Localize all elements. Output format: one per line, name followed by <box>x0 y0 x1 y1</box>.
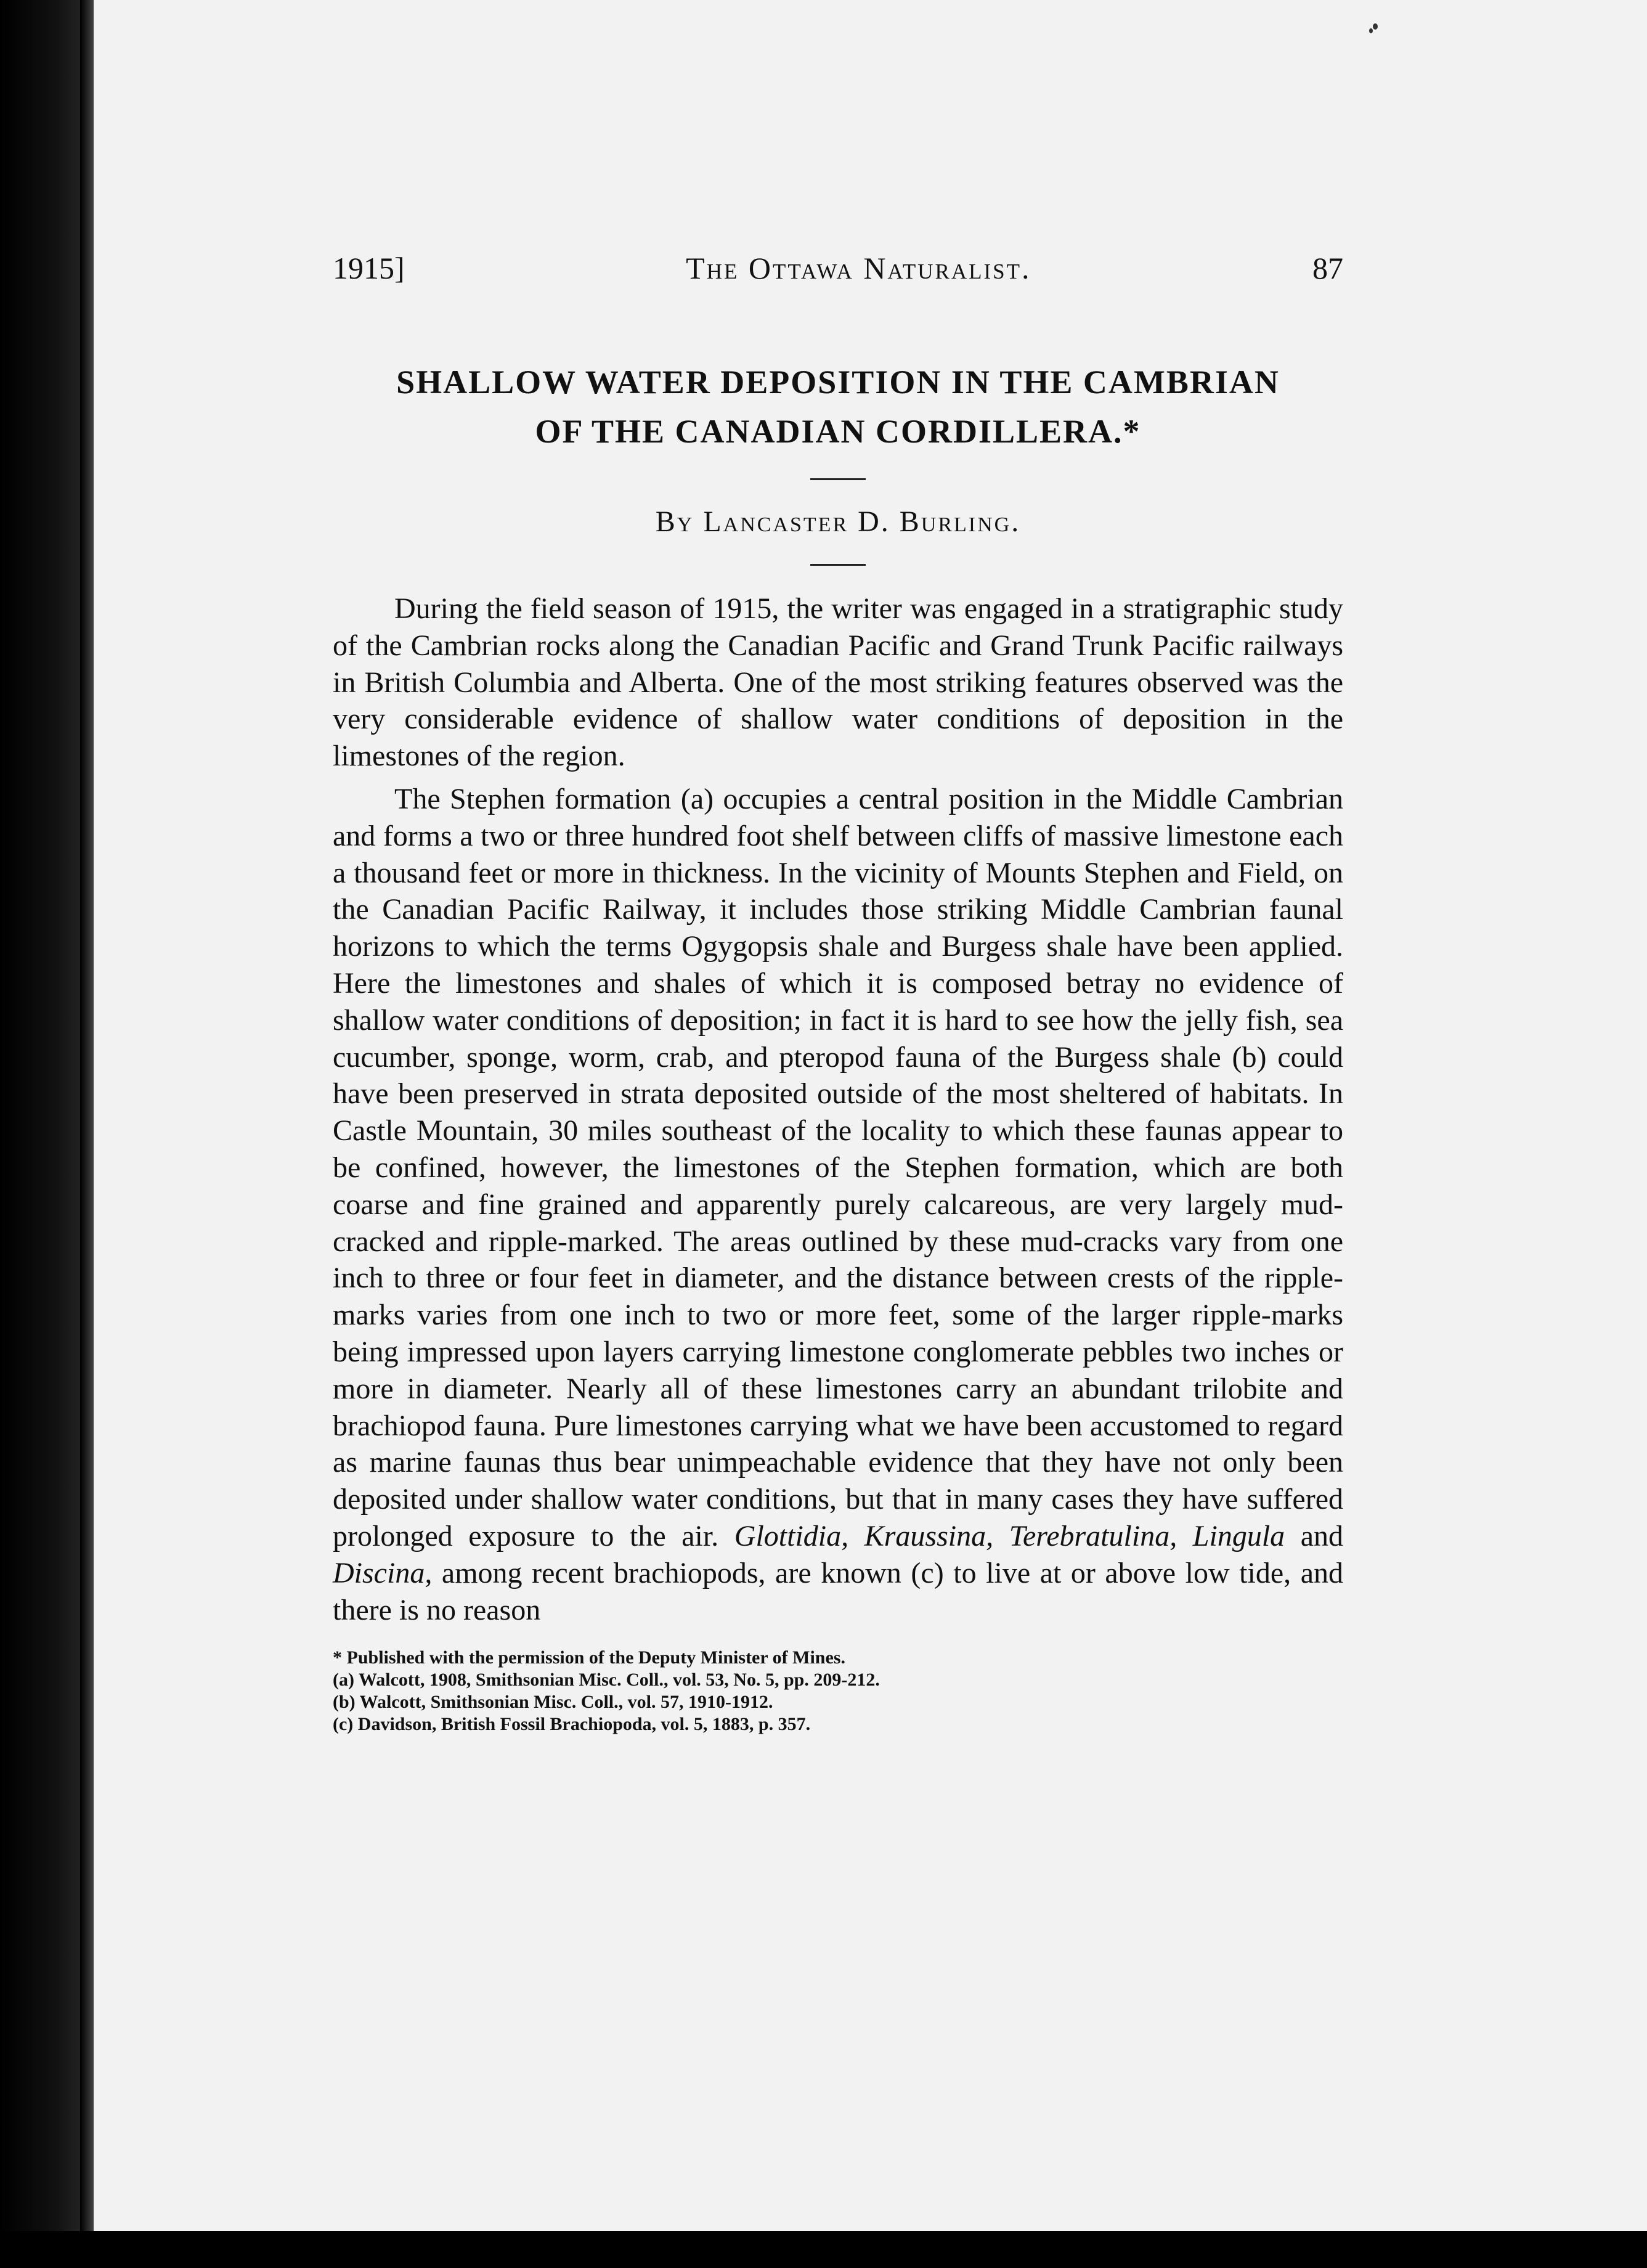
paragraph-2 <box>333 781 1343 1628</box>
scan-bottom-edge <box>0 2231 1647 2268</box>
running-head <box>333 247 1343 290</box>
byline: By Lancaster D. Burling. <box>655 505 1021 538</box>
footnote-c: (c) Davidson, British Fossil Brachiopoda, vol. 5, 1883, p. 357. <box>333 1714 811 1735</box>
article-body <box>333 590 1343 1628</box>
genus-discina: Discina, <box>333 1556 433 1589</box>
running-head-journal: The Ottawa Naturalist. <box>686 251 1031 285</box>
byline-rule <box>810 564 866 566</box>
footnote-b: (b) Walcott, Smithsonian Misc. Coll., vol. 57, 1910-1912. <box>333 1692 773 1713</box>
scan-binding-strip <box>80 0 94 2268</box>
title-rule <box>810 478 866 480</box>
page-number: 87 <box>1312 251 1343 285</box>
article-title-line-2: OF THE CANADIAN CORDILLERA.* <box>535 413 1141 450</box>
footnote-a: (a) Walcott, 1908, Smithsonian Misc. Coll., vol. 53, No. 5, pp. 209-212. <box>333 1670 880 1691</box>
paragraph-2-text: The Stephen formation (a) occupies a central position in the Middle Cambrian and forms a two or three hundred foot shelf between cliffs of massive limestone each a thousand feet or more in thickness. In the vicinity of Mounts Stephen and Field, on the Canadian Pacific Railway, it includes those striking Middle Cambrian faunal horizons to which the terms Ogygopsis shale and Burgess shale have been applied. Here the limestones and shales of which it is composed betray no evidence of shallow water conditions of deposition; in fact it is hard to see how the jelly fish, sea cucumber, sponge, worm, crab, and pteropod fauna of the Burgess shale (b) could have been preserved in strata deposited outside of the most sheltered of habitats. In Castle Mountain, 30 miles southeast of the locality to which these faunas appear to be confined, however, the limestones of the Stephen formation, which are both coarse and fine grained and apparently purely calcareous, are very largely mud-cracked and ripple-marked. The areas outlined by these mud-cracks vary from one inch to three or four feet in diameter, and the distance between crests of the ripple-marks varies from one inch to two or more feet, some of the larger ripple-marks being impressed upon layers carrying limestone conglomerate pebbles two inches or more in diameter. Nearly all of these limestones carry an abundant trilobite and brachiopod fauna. Pure limestones carrying what we have been accustomed to regard as marine faunas thus bear unimpeachable evidence that they have not only been deposited under shallow water conditions, but that in many cases they have suffered prolonged exposure to the air. <box>333 782 1343 1552</box>
paragraph-2-end: among recent brachiopods, are known (c) to live at or above low tide, and there is no reason <box>333 1556 1344 1626</box>
genus-kraussina: Kraussina, <box>864 1519 994 1552</box>
scan-binding-edge <box>0 0 92 2268</box>
scan-speck <box>1369 28 1373 33</box>
footnotes <box>333 1647 1343 1736</box>
paragraph-1: During the field season of 1915, the writer was engaged in a stratigraphic study of the Cambrian rocks along the Canadian Pacific and Grand Trunk Pacific railways in British Columbia and Alberta. One of the most striking features observed was the very considerable evidence of shallow water conditions of deposition in the limestones of the region. <box>333 592 1343 773</box>
page-content <box>333 247 1343 1736</box>
scan-speck <box>1373 23 1378 30</box>
article-title <box>333 357 1343 456</box>
conjunction: and <box>1300 1519 1344 1552</box>
article-title-line-1: SHALLOW WATER DEPOSITION IN THE CAMBRIAN <box>396 364 1280 401</box>
running-head-year: 1915] <box>333 251 405 285</box>
footnote-star: * Published with the permission of the Deputy Minister of Mines. <box>333 1647 845 1668</box>
genus-glottidia: Glottidia, <box>734 1519 849 1552</box>
genus-terebratulina: Terebratulina, <box>1009 1519 1177 1552</box>
genus-lingula: Lingula <box>1192 1519 1285 1552</box>
